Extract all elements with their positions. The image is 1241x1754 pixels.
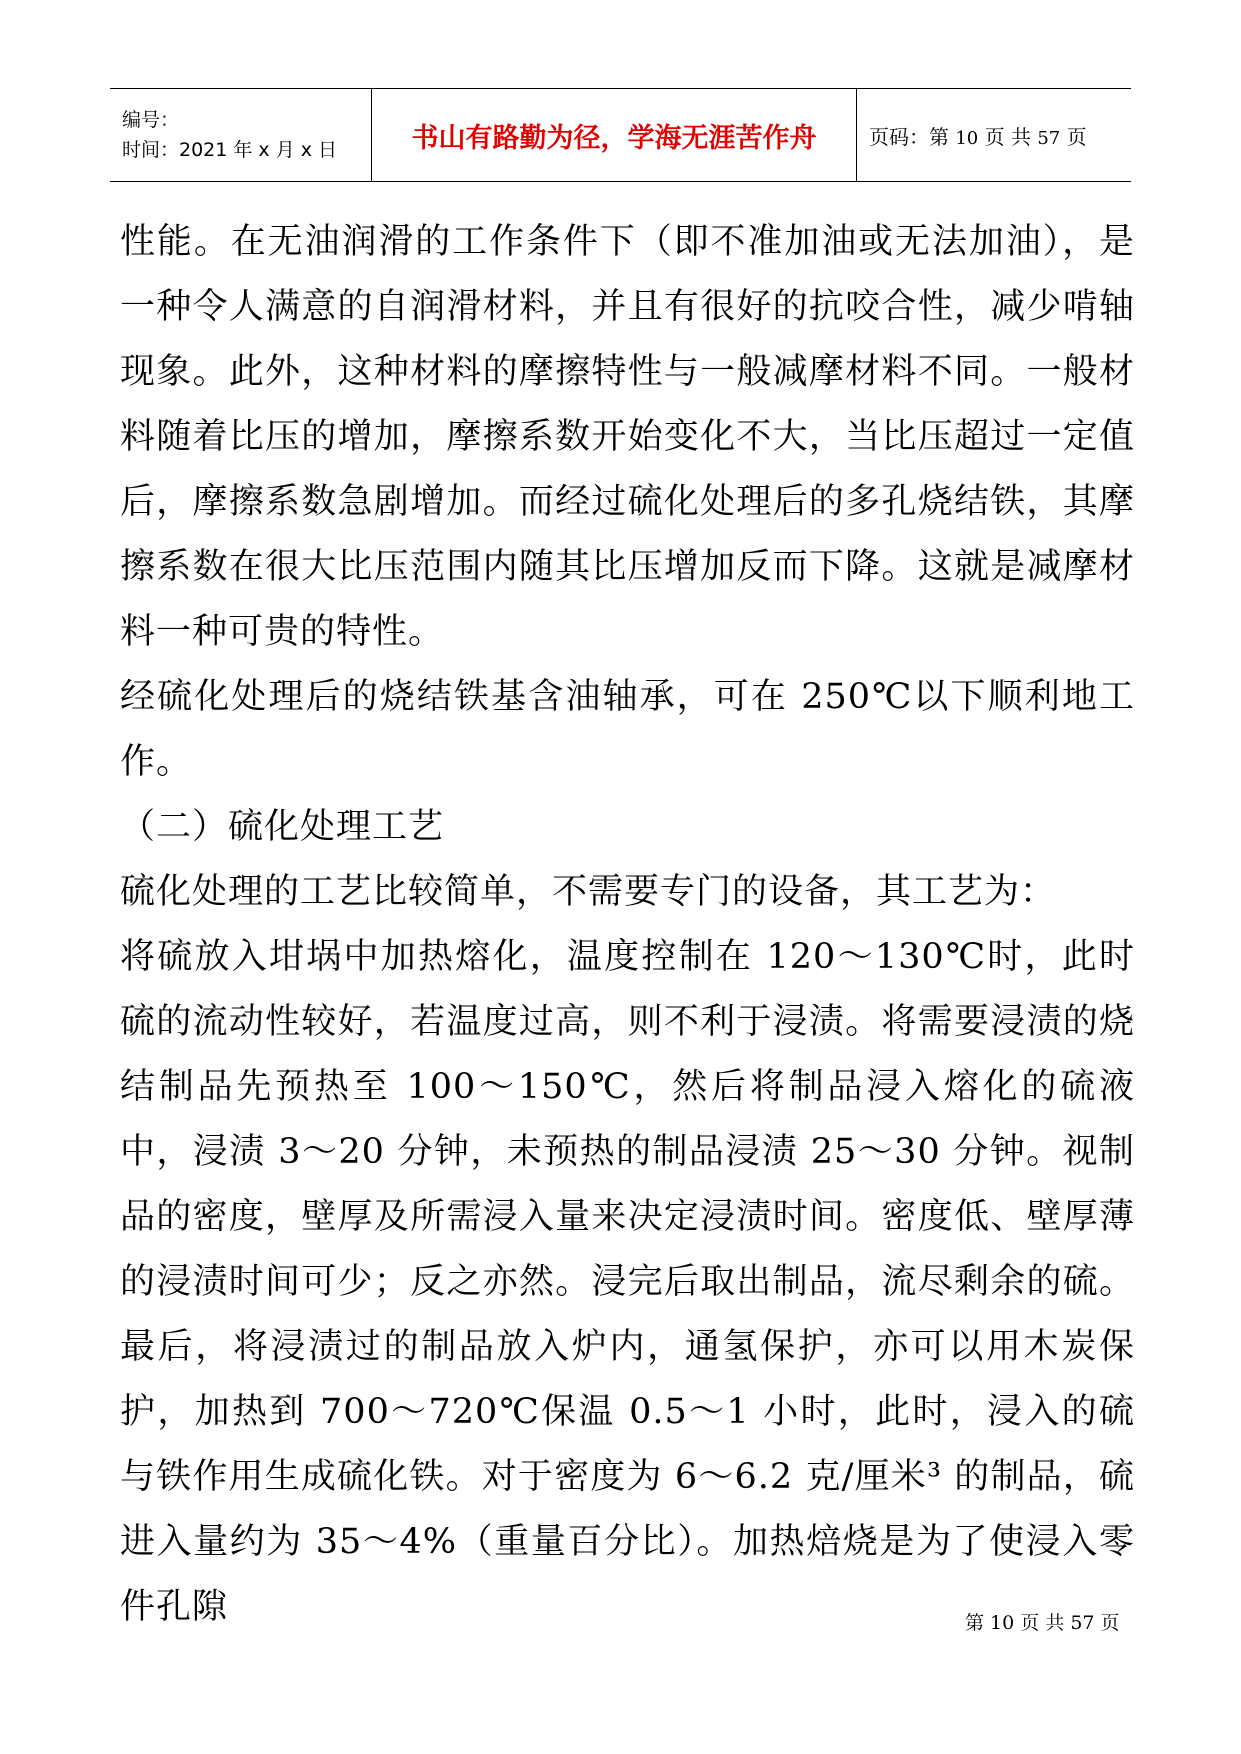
document-body <box>120 210 1135 1640</box>
total-pages: 57 <box>1037 127 1061 149</box>
header-meta <box>110 89 372 181</box>
paragraph-process-intro: 硫化处理的工艺比较简单，不需要专门的设备，其工艺为： <box>120 872 1057 912</box>
header-motto: 书山有路勤为径，学海无涯苦作舟 <box>372 89 857 181</box>
page-number: 10 <box>955 127 979 149</box>
paragraph-bearing-temperature: 经硫化处理后的烧结铁基含油轴承，可在 250℃以下顺利地工作。 <box>120 677 1135 782</box>
paragraph-process-steps: 将硫放入坩埚中加热熔化，温度控制在 120～130℃时，此时硫的流动性较好，若温度过高，则不利于浸渍。将需要浸渍的烧结制品先预热至 100～150℃，然后将制品浸入熔化的硫液中，浸渍 3～20 分钟，未预热的制品浸渍 25～30 分钟。视制品的密度，壁厚及所需浸入量来决定浸渍时间。密度低、壁厚薄的浸渍时间可少；反之亦然。浸完后取出制品，流尽剩余的硫。最后，将浸渍过的制品放入炉内，通氢保护，亦可以用木炭保护，加热到 700～720℃保温 0.5～1 小时，此时，浸入的硫与铁作用生成硫化铁。对于密度为 6～6.2 克/厘米³ 的制品，硫进入量约为 35～4%（重量百分比）。加热焙烧是为了使浸入零件孔隙 <box>120 937 1135 1627</box>
document-time-label: 时间：2021 年 x 月 x 日 <box>122 139 338 161</box>
section-heading: （二）硫化处理工艺 <box>120 807 445 847</box>
page-prefix: 页码：第 <box>869 124 949 149</box>
page-footer: 第 10 页 共 57 页 <box>965 1612 1120 1634</box>
page-mid: 页 共 <box>984 124 1031 149</box>
page-header <box>110 88 1131 182</box>
paragraph-friction-properties: 性能。在无油润滑的工作条件下（即不准加油或无法加油），是一种令人满意的自润滑材料，并且有很好的抗咬合性，减少啃轴现象。此外，这种材料的摩擦特性与一般减摩材料不同。一般材料随着比压的增加，摩擦系数开始变化不大，当比压超过一定值后，摩擦系数急剧增加。而经过硫化处理后的多孔烧结铁，其摩擦系数在很大比压范围内随其比压增加反而下降。这就是减摩材料一种可贵的特性。 <box>120 222 1135 652</box>
page-suffix: 页 <box>1066 124 1087 149</box>
header-page-info <box>857 89 1131 181</box>
document-number-label: 编号： <box>122 109 180 131</box>
